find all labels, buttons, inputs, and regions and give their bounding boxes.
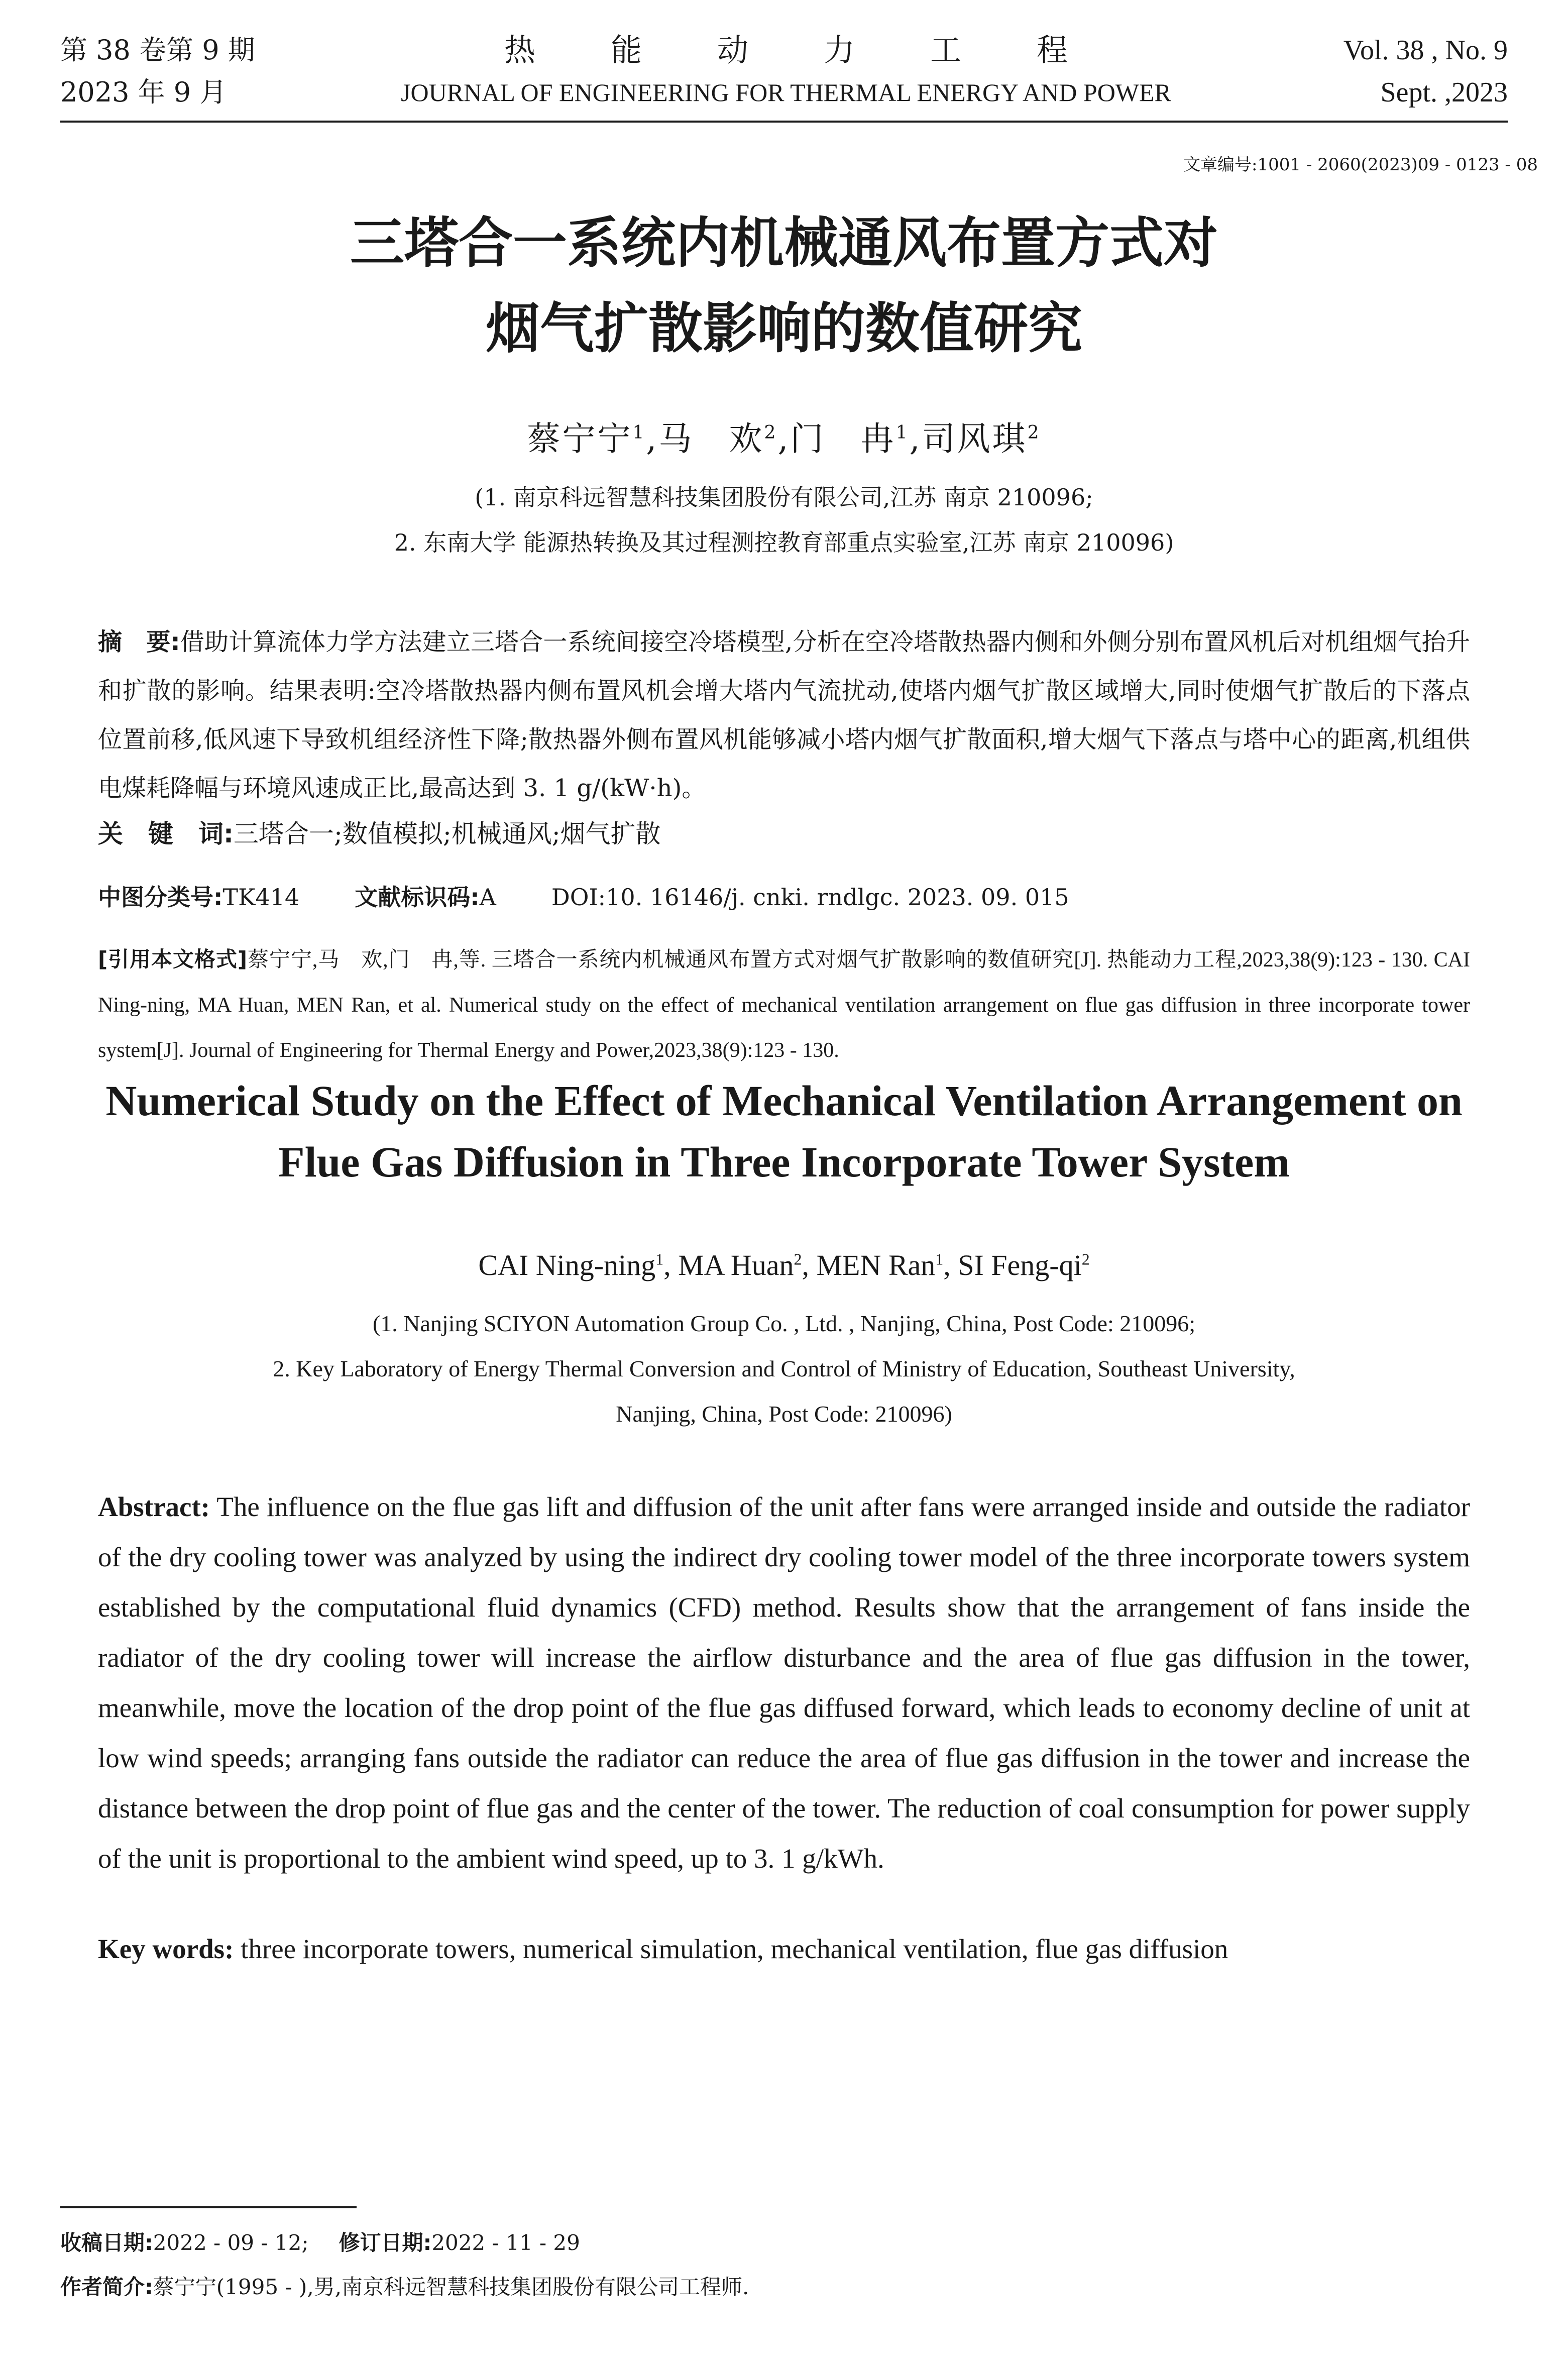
author-cn: 门 冉 xyxy=(790,419,896,458)
affiliation-en xyxy=(100,1301,1468,1437)
journal-name-en: JOURNAL OF ENGINEERING FOR THERMAL ENERGY AND POWER xyxy=(401,78,1171,106)
vol-issue-en: Vol. 38 , No. 9 xyxy=(1343,35,1508,66)
author-sup: 1 xyxy=(655,1250,664,1268)
author-sup: 2 xyxy=(1027,421,1041,443)
affiliation-cn-line2: 2. 东南大学 能源热转换及其过程测控教育部重点实验室,江苏 南京 210096) xyxy=(394,529,1174,556)
author-en: SI Feng-qi xyxy=(958,1249,1082,1281)
title-en-line1: Numerical Study on the Effect of Mechanical Ventilation Arrangement on xyxy=(105,1077,1463,1125)
header-volume-issue xyxy=(60,29,311,114)
author-bio-value: 蔡宁宁(1995 - ),男,南京科远智慧科技集团股份有限公司工程师. xyxy=(153,2275,749,2299)
keywords-en xyxy=(98,1933,1470,1965)
keywords-cn xyxy=(98,814,1470,850)
author-sup: 1 xyxy=(935,1250,944,1268)
date-cn: 2023 年 9 月 xyxy=(60,76,227,108)
header-journal xyxy=(326,29,1246,114)
keywords-cn-text: 三塔合一;数值模拟;机械通风;烟气扩散 xyxy=(234,819,661,848)
header-divider xyxy=(60,121,1508,123)
author-bio-label: 作者简介: xyxy=(60,2275,153,2299)
revised-value: 2022 - 11 - 29 xyxy=(431,2230,580,2255)
footnote-author-bio xyxy=(60,2271,1508,2301)
title-cn xyxy=(100,201,1468,372)
abstract-cn xyxy=(98,618,1470,813)
doc-code-value: A xyxy=(479,884,496,911)
citation-label: [引用本文格式] xyxy=(98,947,248,972)
header-volume-issue-en xyxy=(1257,29,1508,114)
title-cn-line1: 三塔合一系统内机械通风布置方式对 xyxy=(350,212,1218,275)
classification-line xyxy=(98,879,1470,912)
author-en: MA Huan xyxy=(678,1249,794,1281)
author-sup: 1 xyxy=(895,421,910,443)
classification-value: TK414 xyxy=(222,884,300,911)
doi: DOI:10. 16146/j. cnki. rndlgc. 2023. 09. 015 xyxy=(551,884,1069,911)
author-cn: 马 欢 xyxy=(658,419,764,458)
affiliation-cn-line1: (1. 南京科远智慧科技集团股份有限公司,江苏 南京 210096; xyxy=(475,484,1093,511)
footnote-dates xyxy=(60,2226,1508,2257)
affiliation-cn xyxy=(100,475,1468,565)
date-en: Sept. ,2023 xyxy=(1380,77,1508,108)
footnote-divider xyxy=(60,2206,357,2208)
title-en-line2: Flue Gas Diffusion in Three Incorporate Tower System xyxy=(278,1138,1290,1186)
authors-cn: 蔡宁宁$^1$,马 欢$^2$,门 冉$^1$,司风琪$^2$ xyxy=(527,419,1041,458)
author-en: CAI Ning-ning xyxy=(478,1249,656,1281)
author-sup: 2 xyxy=(1081,1250,1090,1268)
abstract-en-text: The influence on the flue gas lift and diffusion of the unit after fans were arranged inside and outside the radiator of the dry cooling tower was analyzed by using the indirect dry cooling tower model of the three incorporate towers system established by the computational fluid dynamics (CFD) method. Results show that the arrangement of fans inside the radiator of the dry cooling tower will increase the airflow disturbance and the area of flue gas diffusion in the tower, meanwhile, move the location of the drop point of the flue gas diffused forward, which leads to economy decline of unit at low wind speeds; arranging fans outside the radiator can reduce the area of flue gas diffusion in the tower and increase the distance between the drop point of flue gas and the center of the tower. The reduction of coal consumption for power supply of the unit is proportional to the ambient wind speed, up to 3. 1 g/kWh. xyxy=(98,1491,1470,1874)
doc-code-label: 文献标识码: xyxy=(355,884,480,911)
classification-label: 中图分类号: xyxy=(98,884,223,911)
keywords-cn-label: 关 键 词: xyxy=(98,819,234,848)
received-value: 2022 - 09 - 12; xyxy=(153,2230,309,2255)
abstract-en-label: Abstract: xyxy=(98,1491,210,1522)
author-en: MEN Ran xyxy=(816,1249,936,1281)
abstract-cn-label: 摘 要: xyxy=(98,628,180,656)
affiliation-en-line1: (1. Nanjing SCIYON Automation Group Co. , Ltd. , Nanjing, China, Post Code: 210096; xyxy=(372,1311,1196,1336)
abstract-en xyxy=(98,1482,1470,1884)
title-cn-line2: 烟气扩散影响的数值研究 xyxy=(485,297,1082,360)
author-cn: 司风琪 xyxy=(922,419,1028,458)
affiliation-en-line3: Nanjing, China, Post Code: 210096) xyxy=(616,1401,952,1427)
vol-issue-cn: 第 38 卷第 9 期 xyxy=(60,34,255,66)
affiliation-en-line2: 2. Key Laboratory of Energy Thermal Conversion and Control of Ministry of Education, Southeast University, xyxy=(273,1356,1295,1381)
author-sup: 1 xyxy=(632,421,646,443)
title-en xyxy=(60,1070,1508,1193)
citation-text: 蔡宁宁,马 欢,门 冉,等. 三塔合一系统内机械通风布置方式对烟气扩散影响的数值研究[J]. 热能动力工程,2023,38(9):123 - 130. CAI Ning-ning, MA Huan, MEN Ran, et al. Numerical study on the effect of mechanical ventilation arrangement on flue gas diffusion in three incorporate tower system[J]. Journal of Engineering for Thermal Energy and Power,2023,38(9):123 - 130. xyxy=(98,948,1470,1062)
keywords-en-label: Key words: xyxy=(98,1934,234,1964)
author-cn: 蔡宁宁 xyxy=(527,419,633,458)
received-label: 收稿日期: xyxy=(60,2230,153,2255)
author-sup: 2 xyxy=(794,1250,802,1268)
journal-name-cn: 热能动力工程 xyxy=(504,32,1143,68)
article-number: 文章编号:1001 - 2060(2023)09 - 0123 - 08 xyxy=(1183,155,1538,175)
citation xyxy=(98,937,1470,1073)
author-sup: 2 xyxy=(764,421,778,443)
authors-en: CAI Ning-ning$^1$, MA Huan$^2$, MEN Ran$^1$, SI Feng-$qi^2$ xyxy=(478,1249,1090,1281)
abstract-cn-text: 借助计算流体力学方法建立三塔合一系统间接空冷塔模型,分析在空冷塔散热器内侧和外侧分别布置风机后对机组烟气抬升和扩散的影响。结果表明:空冷塔散热器内侧布置风机会增大塔内气流扰动,使塔内烟气扩散区域增大,同时使烟气扩散后的下落点位置前移,低风速下导致机组经济性下降;散热器外侧布置风机能够减小塔内烟气扩散面积,增大烟气下落点与塔中心的距离,机组供电煤耗降幅与环境风速成正比,最高达到 3. 1 g/(kW·h)。 xyxy=(98,628,1470,802)
revised-label: 修订日期: xyxy=(339,2230,432,2255)
keywords-en-text: three incorporate towers, numerical simulation, mechanical ventilation, flue gas diffusion xyxy=(241,1934,1228,1964)
